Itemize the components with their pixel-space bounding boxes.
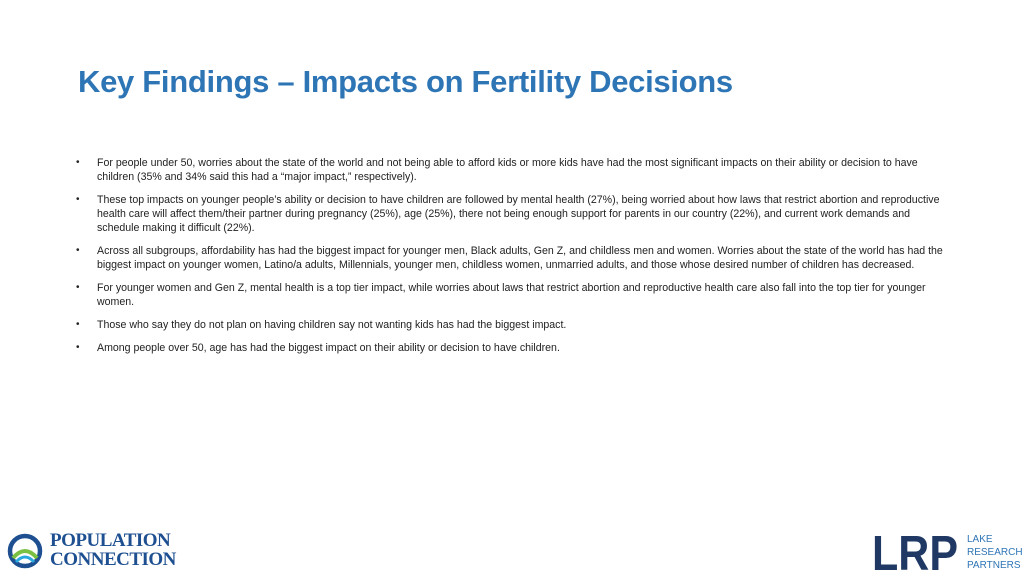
bullet-icon: • bbox=[76, 194, 80, 205]
key-findings-list bbox=[76, 156, 948, 364]
lrp-wordmark-line2: RESEARCH bbox=[967, 547, 1023, 558]
finding-item bbox=[76, 193, 948, 235]
bullet-icon: • bbox=[76, 157, 80, 168]
finding-text: Those who say they do not plan on having children say not wanting kids has had the biggest impact. bbox=[97, 319, 567, 331]
lrp-mark-text: LRP bbox=[872, 527, 958, 576]
pc-wordmark-line2: CONNECTION bbox=[50, 549, 176, 570]
population-connection-logo-mark-icon bbox=[6, 532, 44, 570]
finding-item bbox=[76, 281, 948, 309]
finding-text: For people under 50, worries about the state of the world and not being able to afford kids or more kids have had the most significant impacts on their ability or decision to have children (35% and 34% said this had a “major impact,” respectively). bbox=[97, 157, 918, 183]
lake-research-partners-logo bbox=[872, 527, 1023, 576]
finding-text: For younger women and Gen Z, mental health is a top tier impact, while worries about laws that restrict abortion and reproductive health care also fall into the top tier for younger women. bbox=[97, 282, 926, 308]
bullet-icon: • bbox=[76, 282, 80, 293]
lrp-wordmark-line1: LAKE bbox=[967, 534, 993, 545]
population-connection-wordmark bbox=[50, 531, 176, 569]
finding-text: These top impacts on younger people’s ability or decision to have children are followed by mental health (27%), being worried about how laws that restrict abortion and reproductive health care will affect them/their partner during pregnancy (25%), age (25%), there not being enough support for parents in our country (22%), and current work demands and schedule making it difficult (22%). bbox=[97, 194, 940, 234]
lrp-wordmark bbox=[967, 533, 1023, 572]
lrp-wordmark-line3: PARTNERS bbox=[967, 560, 1021, 571]
population-connection-logo bbox=[6, 530, 196, 572]
finding-text: Across all subgroups, affordability has had the biggest impact for younger men, Black adults, Gen Z, and childless men and women. Worries about the state of the world has had the biggest impact on younger women, Latino/a adults, Millennials, younger men, childless women, unmarried adults, and those whose desired number of children has decreased. bbox=[97, 245, 943, 271]
finding-item bbox=[76, 156, 948, 184]
bullet-icon: • bbox=[76, 245, 80, 256]
bullet-icon: • bbox=[76, 319, 80, 330]
lrp-logo-mark-icon bbox=[872, 527, 958, 576]
finding-item bbox=[76, 318, 948, 332]
finding-item bbox=[76, 341, 948, 355]
pc-wordmark-line1: POPULATION bbox=[50, 530, 171, 551]
slide-title: Key Findings – Impacts on Fertility Decisions bbox=[78, 64, 733, 99]
bullet-icon: • bbox=[76, 342, 80, 353]
finding-text: Among people over 50, age has had the biggest impact on their ability or decision to have children. bbox=[97, 342, 560, 354]
finding-item bbox=[76, 244, 948, 272]
